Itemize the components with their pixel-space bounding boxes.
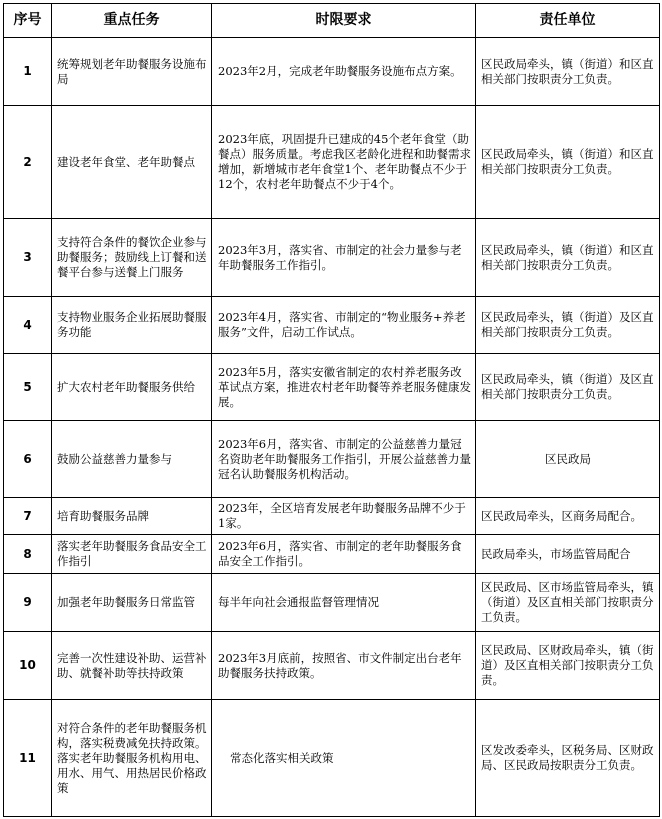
row-number: 10 (4, 632, 52, 700)
row-number: 3 (4, 219, 52, 297)
header-no: 序号 (4, 4, 52, 38)
table-row (4, 498, 660, 535)
time-cell: 2023年3月，落实省、市制定的社会力量参与老年助餐服务工作指引。 (212, 219, 476, 297)
task-cell: 支持物业服务企业拓展助餐服务功能 (52, 297, 212, 354)
task-table (3, 3, 660, 817)
row-number: 1 (4, 38, 52, 106)
task-cell: 统筹规划老年助餐服务设施布局 (52, 38, 212, 106)
time-cell: 每半年向社会通报监督管理情况 (212, 574, 476, 632)
row-number: 6 (4, 421, 52, 498)
task-cell: 鼓励公益慈善力量参与 (52, 421, 212, 498)
time-cell: 2023年3月底前，按照省、市文件制定出台老年助餐服务扶持政策。 (212, 632, 476, 700)
task-cell: 支持符合条件的餐饮企业参与助餐服务；鼓励线上订餐和送餐平台参与送餐上门服务 (52, 219, 212, 297)
row-number: 11 (4, 700, 52, 817)
unit-cell: 区发改委牵头，区税务局、区财政局、区民政局按职责分工负责。 (476, 700, 660, 817)
unit-cell: 区民政局牵头，镇（街道）和区直相关部门按职责分工负责。 (476, 106, 660, 219)
table-row (4, 297, 660, 354)
time-cell: 2023年2月，完成老年助餐服务设施布点方案。 (212, 38, 476, 106)
row-number: 5 (4, 354, 52, 421)
row-number: 2 (4, 106, 52, 219)
unit-cell: 区民政局牵头，镇（街道）及区直相关部门按职责分工负责。 (476, 297, 660, 354)
unit-cell: 民政局牵头，市场监管局配合 (476, 535, 660, 574)
time-cell: 2023年5月，落实安徽省制定的农村养老服务改革试点方案，推进农村老年助餐等养老服务健康发展。 (212, 354, 476, 421)
table-header-row (4, 4, 660, 38)
header-time: 时限要求 (212, 4, 476, 38)
row-number: 8 (4, 535, 52, 574)
unit-cell: 区民政局 (476, 421, 660, 498)
table-row (4, 106, 660, 219)
table-row (4, 632, 660, 700)
unit-cell: 区民政局牵头，镇（街道）及区直相关部门按职责分工负责。 (476, 354, 660, 421)
time-cell: 2023年底，巩固提升已建成的45个老年食堂（助餐点）服务质量。考虑我区老龄化进程和助餐需求增加，新增城市老年食堂1个、老年助餐点不少于12个，农村老年助餐点不少于4个。 (212, 106, 476, 219)
table-row (4, 354, 660, 421)
table-row (4, 574, 660, 632)
row-number: 7 (4, 498, 52, 535)
time-cell: 2023年，全区培育发展老年助餐服务品牌不少于1家。 (212, 498, 476, 535)
header-unit: 责任单位 (476, 4, 660, 38)
row-number: 9 (4, 574, 52, 632)
task-cell: 对符合条件的老年助餐服务机构，落实税费减免扶持政策。落实老年助餐服务机构用电、用水、用气、用热居民价格政策 (52, 700, 212, 817)
time-cell: 2023年6月，落实省、市制定的老年助餐服务食品安全工作指引。 (212, 535, 476, 574)
unit-cell: 区民政局牵头，镇（街道）和区直相关部门按职责分工负责。 (476, 219, 660, 297)
table-row (4, 535, 660, 574)
unit-cell: 区民政局、区市场监管局牵头，镇（街道）及区直相关部门按职责分工负责。 (476, 574, 660, 632)
row-number: 4 (4, 297, 52, 354)
unit-cell: 区民政局牵头，区商务局配合。 (476, 498, 660, 535)
task-cell: 加强老年助餐服务日常监管 (52, 574, 212, 632)
task-cell: 完善一次性建设补助、运营补助、就餐补助等扶持政策 (52, 632, 212, 700)
table-row (4, 219, 660, 297)
table-row (4, 38, 660, 106)
task-cell: 建设老年食堂、老年助餐点 (52, 106, 212, 219)
task-cell: 培育助餐服务品牌 (52, 498, 212, 535)
unit-cell: 区民政局、区财政局牵头，镇（街道）及区直相关部门按职责分工负责。 (476, 632, 660, 700)
time-cell: 2023年4月，落实省、市制定的“物业服务+养老服务”文件，启动工作试点。 (212, 297, 476, 354)
time-cell: 常态化落实相关政策 (212, 700, 476, 817)
task-cell: 扩大农村老年助餐服务供给 (52, 354, 212, 421)
table-row (4, 421, 660, 498)
time-cell: 2023年6月，落实省、市制定的公益慈善力量冠名资助老年助餐服务工作指引，开展公益慈善力量冠名认助餐服务机构活动。 (212, 421, 476, 498)
unit-cell: 区民政局牵头，镇（街道）和区直相关部门按职责分工负责。 (476, 38, 660, 106)
header-task: 重点任务 (52, 4, 212, 38)
task-cell: 落实老年助餐服务食品安全工作指引 (52, 535, 212, 574)
table-row (4, 700, 660, 817)
